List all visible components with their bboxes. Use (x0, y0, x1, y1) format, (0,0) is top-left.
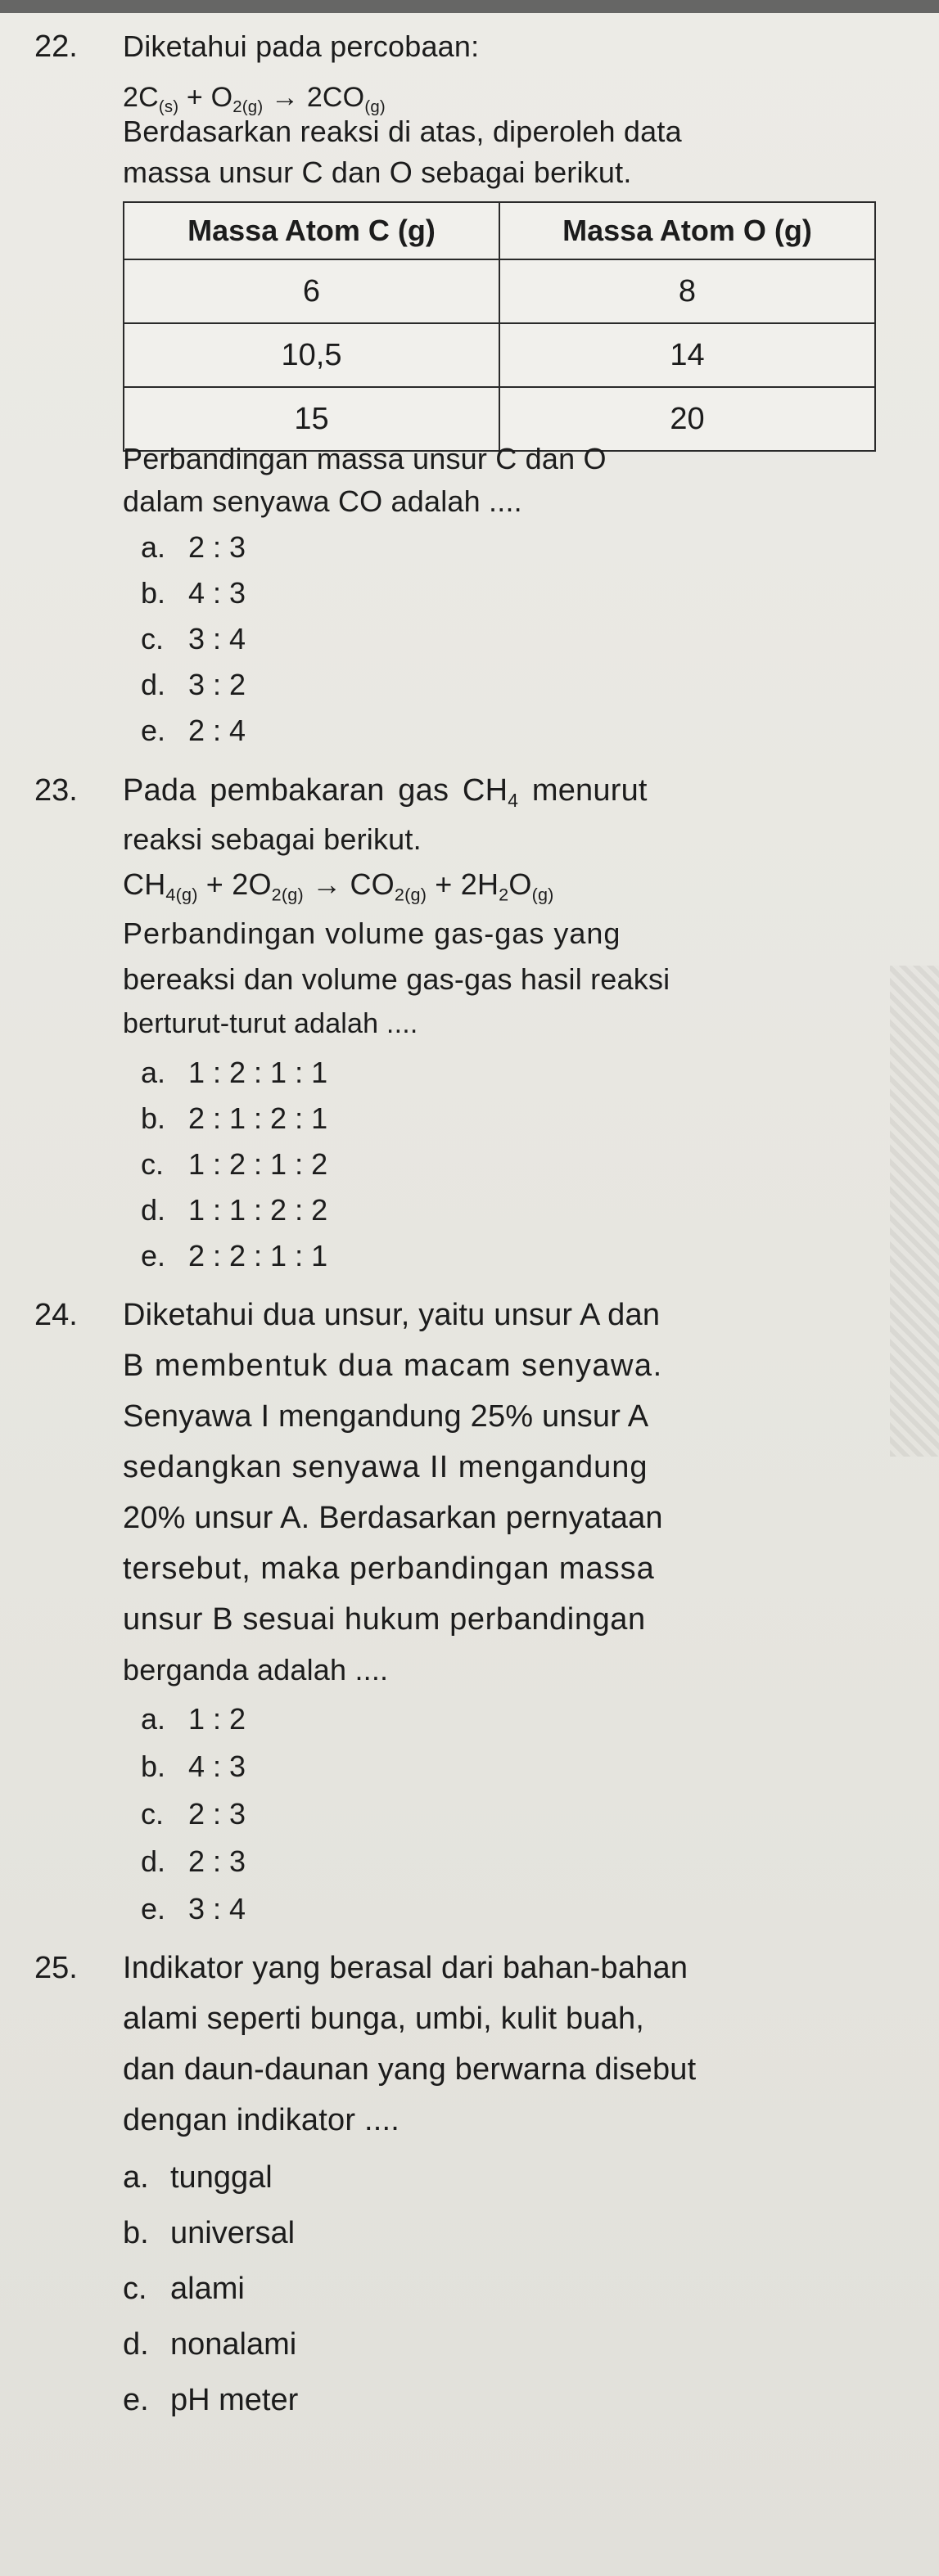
question-stem: bereaksi dan volume gas-gas hasil reaksi (123, 962, 670, 996)
answer-option[interactable] (141, 1147, 327, 1182)
question-stem: Perbandingan volume gas-gas yang (123, 916, 621, 950)
option-label: b. (141, 1101, 166, 1135)
question-number: 24. (34, 1298, 78, 1332)
stem-subscript: 4 (508, 789, 519, 811)
option-text: 1 : 1 : 2 : 2 (188, 1193, 328, 1227)
option-text: 3 : 4 (188, 1892, 246, 1925)
answer-option[interactable] (123, 2383, 298, 2418)
table-row (124, 323, 875, 387)
question-stem: berganda adalah .... (123, 1653, 389, 1687)
answer-option[interactable] (141, 576, 246, 610)
question-stem: dengan indikator .... (123, 2103, 400, 2137)
option-text: 3 : 2 (188, 668, 246, 701)
option-text: universal (170, 2216, 296, 2250)
option-text: tunggal (170, 2160, 273, 2195)
option-label: c. (141, 1797, 165, 1831)
option-label: c. (141, 622, 165, 655)
question-number: 22. (34, 29, 78, 64)
question-stem: alami seperti bunga, umbi, kulit buah, (123, 2002, 645, 2036)
option-label: e. (141, 714, 166, 747)
option-label: d. (141, 1193, 166, 1227)
question-stem: tersebut, maka perbandingan massa (123, 1551, 655, 1586)
answer-option[interactable] (141, 622, 246, 656)
question-number: 25. (34, 1951, 78, 1985)
option-label: b. (141, 1750, 166, 1783)
answer-option[interactable] (123, 2216, 295, 2251)
page-edge-texture (890, 966, 939, 1457)
table-cell: 20 (499, 387, 875, 451)
question-stem: Senyawa I mengandung 25% unsur A (123, 1399, 649, 1434)
answer-option[interactable] (141, 668, 246, 702)
option-text: 2 : 3 (188, 530, 246, 564)
column-header-c: Massa Atom C (g) (124, 202, 499, 259)
answer-option[interactable] (123, 2272, 245, 2307)
question-stem: berturut-turut adalah .... (123, 1008, 418, 1039)
table-row (124, 259, 875, 323)
answer-option[interactable] (141, 1193, 327, 1227)
option-text: 2 : 4 (188, 714, 246, 747)
question-stem: reaksi sebagai berikut. (123, 822, 422, 856)
question-stem: dan daun-daunan yang berwarna disebut (123, 2052, 697, 2087)
option-label: e. (123, 2383, 149, 2417)
reaction-equation: $2C_{(s)} + O_{2(g)} \to 2CO_{(g)}$ (123, 82, 386, 117)
option-label: d. (141, 1844, 166, 1878)
context-line: Berdasarkan reaksi di atas, diperoleh data (123, 115, 682, 148)
option-text: 3 : 4 (188, 622, 246, 655)
answer-option[interactable] (141, 1797, 246, 1831)
answer-option[interactable] (141, 1702, 246, 1736)
answer-option[interactable] (141, 1239, 327, 1273)
option-text: 1 : 2 : 1 : 1 (188, 1056, 328, 1089)
option-label: a. (123, 2160, 149, 2195)
table-header-row (124, 202, 875, 259)
answer-option[interactable] (123, 2160, 273, 2195)
option-text: alami (170, 2272, 245, 2306)
option-label: c. (141, 1147, 165, 1181)
answer-option[interactable] (141, 1892, 246, 1926)
question-stem: Diketahui dua unsur, yaitu unsur A dan (123, 1298, 661, 1332)
question-stem: B membentuk dua macam senyawa. (123, 1349, 663, 1383)
table-cell: 8 (499, 259, 875, 323)
table-cell: 6 (124, 259, 499, 323)
answer-option[interactable] (141, 714, 246, 748)
option-label: a. (141, 530, 166, 564)
answer-option[interactable] (123, 2327, 296, 2362)
option-text: 4 : 3 (188, 576, 246, 610)
question-stem (123, 773, 876, 811)
option-text: 2 : 3 (188, 1797, 246, 1831)
option-label: c. (123, 2272, 147, 2306)
question-stem: Indikator yang berasal dari bahan-bahan (123, 1951, 688, 1985)
top-edge-shadow (0, 0, 939, 13)
question-stem: dalam senyawa CO adalah .... (123, 484, 522, 518)
answer-option[interactable] (141, 1056, 327, 1090)
question-stem: 20% unsur A. Berdasarkan pernyataan (123, 1501, 663, 1535)
option-label: d. (123, 2327, 149, 2362)
option-text: 2 : 3 (188, 1844, 246, 1878)
question-stem: Perbandingan massa unsur C dan O (123, 442, 607, 475)
answer-option[interactable] (141, 1750, 246, 1784)
context-line: massa unsur C dan O sebagai berikut. (123, 155, 632, 189)
answer-option[interactable] (141, 1844, 246, 1879)
option-text: 2 : 2 : 1 : 1 (188, 1239, 328, 1272)
question-stem: sedangkan senyawa II mengandung (123, 1450, 648, 1484)
option-label: e. (141, 1239, 166, 1272)
reaction-equation: $CH_{4(g)} + 2O_{2(g)} \to CO_{2(g)} + 2H_2O_{(g)}$ (123, 867, 554, 905)
option-text: 1 : 2 : 1 : 2 (188, 1147, 328, 1181)
option-text: pH meter (170, 2383, 299, 2417)
option-label: e. (141, 1892, 166, 1925)
table-cell: 15 (124, 387, 499, 451)
option-label: d. (141, 668, 166, 701)
table-cell: 14 (499, 323, 875, 387)
question-number: 23. (34, 773, 78, 808)
stem-text: Pada pembakaran gas CH (123, 773, 508, 808)
option-text: 2 : 1 : 2 : 1 (188, 1101, 328, 1135)
question-stem: unsur B sesuai hukum perbandingan (123, 1602, 646, 1637)
option-label: b. (123, 2216, 149, 2250)
option-text: 4 : 3 (188, 1750, 246, 1783)
question-intro: Diketahui pada percobaan: (123, 29, 480, 63)
mass-data-table (123, 201, 876, 452)
option-label: b. (141, 576, 166, 610)
stem-text: menurut (518, 773, 648, 808)
option-text: 1 : 2 (188, 1702, 246, 1736)
answer-option[interactable] (141, 1101, 327, 1136)
option-label: a. (141, 1056, 166, 1089)
option-label: a. (141, 1702, 166, 1736)
column-header-o: Massa Atom O (g) (499, 202, 875, 259)
answer-option[interactable] (141, 530, 246, 565)
table-cell: 10,5 (124, 323, 499, 387)
option-text: nonalami (170, 2327, 297, 2362)
